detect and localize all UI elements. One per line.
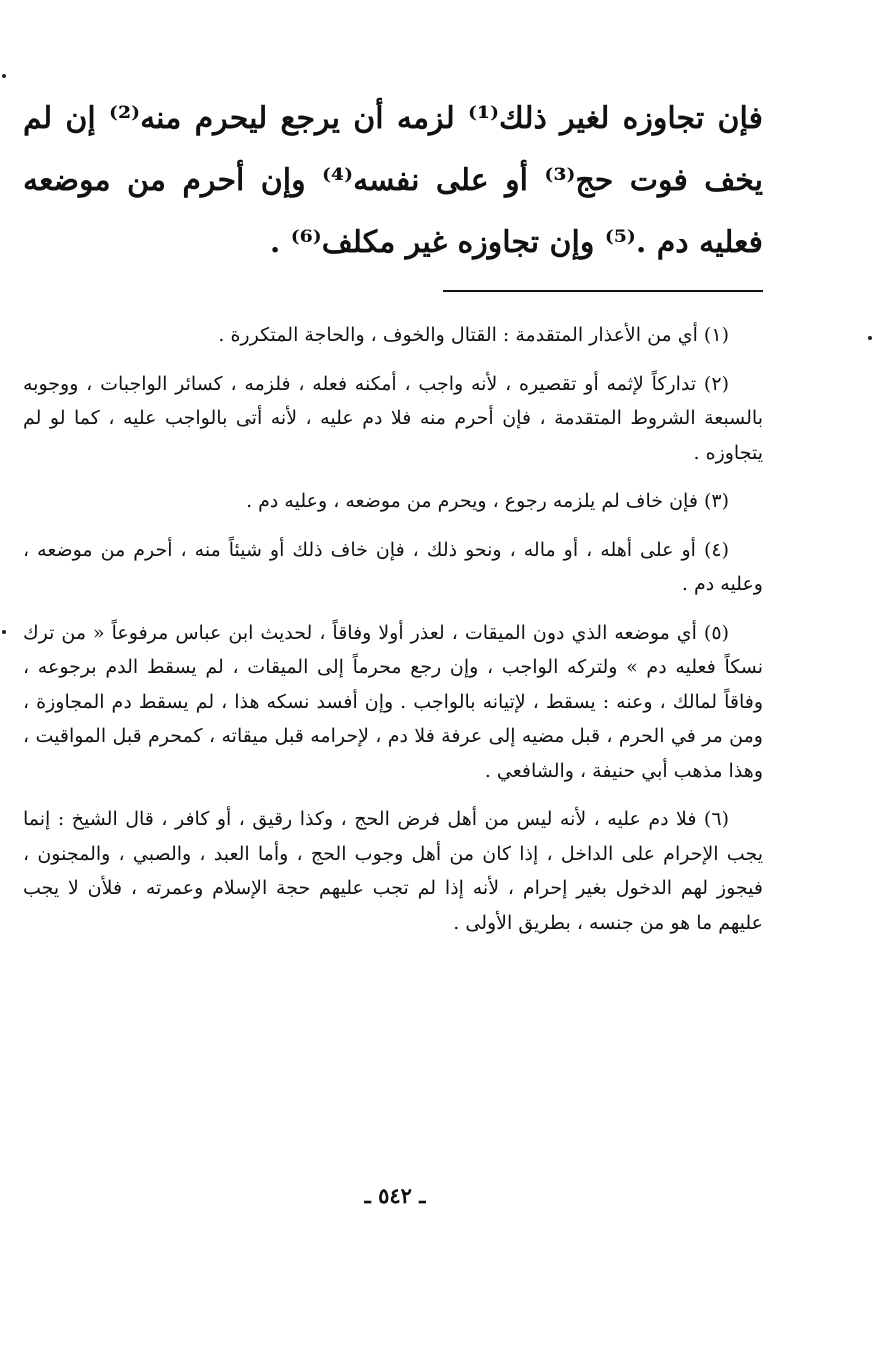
edge-mark-top — [2, 74, 6, 78]
footnote-4: (٤) أو على أهله ، أو ماله ، ونحو ذلك ، فإن خاف ذلك أو شيئاً منه ، أحرم من موضعه ، وعليه دم . — [23, 538, 763, 595]
footnote-6: (٦) فلا دم عليه ، لأنه ليس من أهل فرض الحج ، وكذا رقيق ، أو كافر ، قال الشيخ : إنما يجب الإحرام على الداخل ، إذا كان من أهل وجوب الحج ، وأما العبد ، والصبي ، والمجنون ، فيجوز لهم الدخول بغير إحرام ، لأنه إذا لم تجب عليهم حجة الإسلام وعمرته ، فلأن لا يجب عليهم ما هو من جنسه ، بطريق الأولى . — [23, 808, 763, 934]
footnote-3: (٣) فإن خاف لم يلزمه رجوع ، ويحرم من موضعه ، وعليه دم . — [246, 490, 729, 512]
footnote-1: (١) أي من الأعذار المتقدمة : القتال والخوف ، والحاجة المتكررة . — [218, 324, 729, 346]
footnotes — [23, 318, 763, 954]
footnote-2: (٢) تداركاً لإثمه أو تقصيره ، لأنه واجب ، أمكنه فعله ، فلزمه ، كسائر الواجبات ، ووجوبه بالسبعة الشروط المتقدمة ، فإن أحرم منه فلا دم عليه ، لأنه أتى بالواجب عليه ، كما لو لم يتجاوزه . — [23, 372, 763, 464]
page-number: ـ ٥٤٢ ـ — [364, 1183, 426, 1208]
main-paragraph: فإن تجاوزه لغير ذلك⁽¹⁾ لزمه أن يرجع ليحرم منه⁽²⁾ إن لم يخف فوت حج⁽³⁾ أو على نفسه⁽⁴⁾ وإن أحرم من موضعه فعليه دم .⁽⁵⁾ وإن تجاوزه غير مكلف⁽⁶⁾ . — [23, 101, 763, 260]
footnote-5: (٥) أي موضعه الذي دون الميقات ، لعذر أولا وفاقاً ، لحديث ابن عباس مرفوعاً « من ترك نسكاً فعليه دم » ولتركه الواجب ، وإن رجع محرماً إلى الميقات ، لم يسقط الدم برجوعه ، وفاقاً لمالك ، وعنه : يسقط ، لإتيانه بالواجب . وإن أفسد نسكه هذا ، لم يسقط دم المجاوزة ، ومن مر في الحرم ، قبل مضيه إلى عرفة فلا دم ، لإحرامه قبل ميقاته ، كمحرم قبل المواقيت ، وهذا مذهب أبي حنيفة ، والشافعي . — [23, 621, 763, 782]
edge-mark-right — [868, 336, 872, 340]
edge-mark-middle — [2, 630, 6, 634]
footnote-separator — [443, 290, 763, 292]
